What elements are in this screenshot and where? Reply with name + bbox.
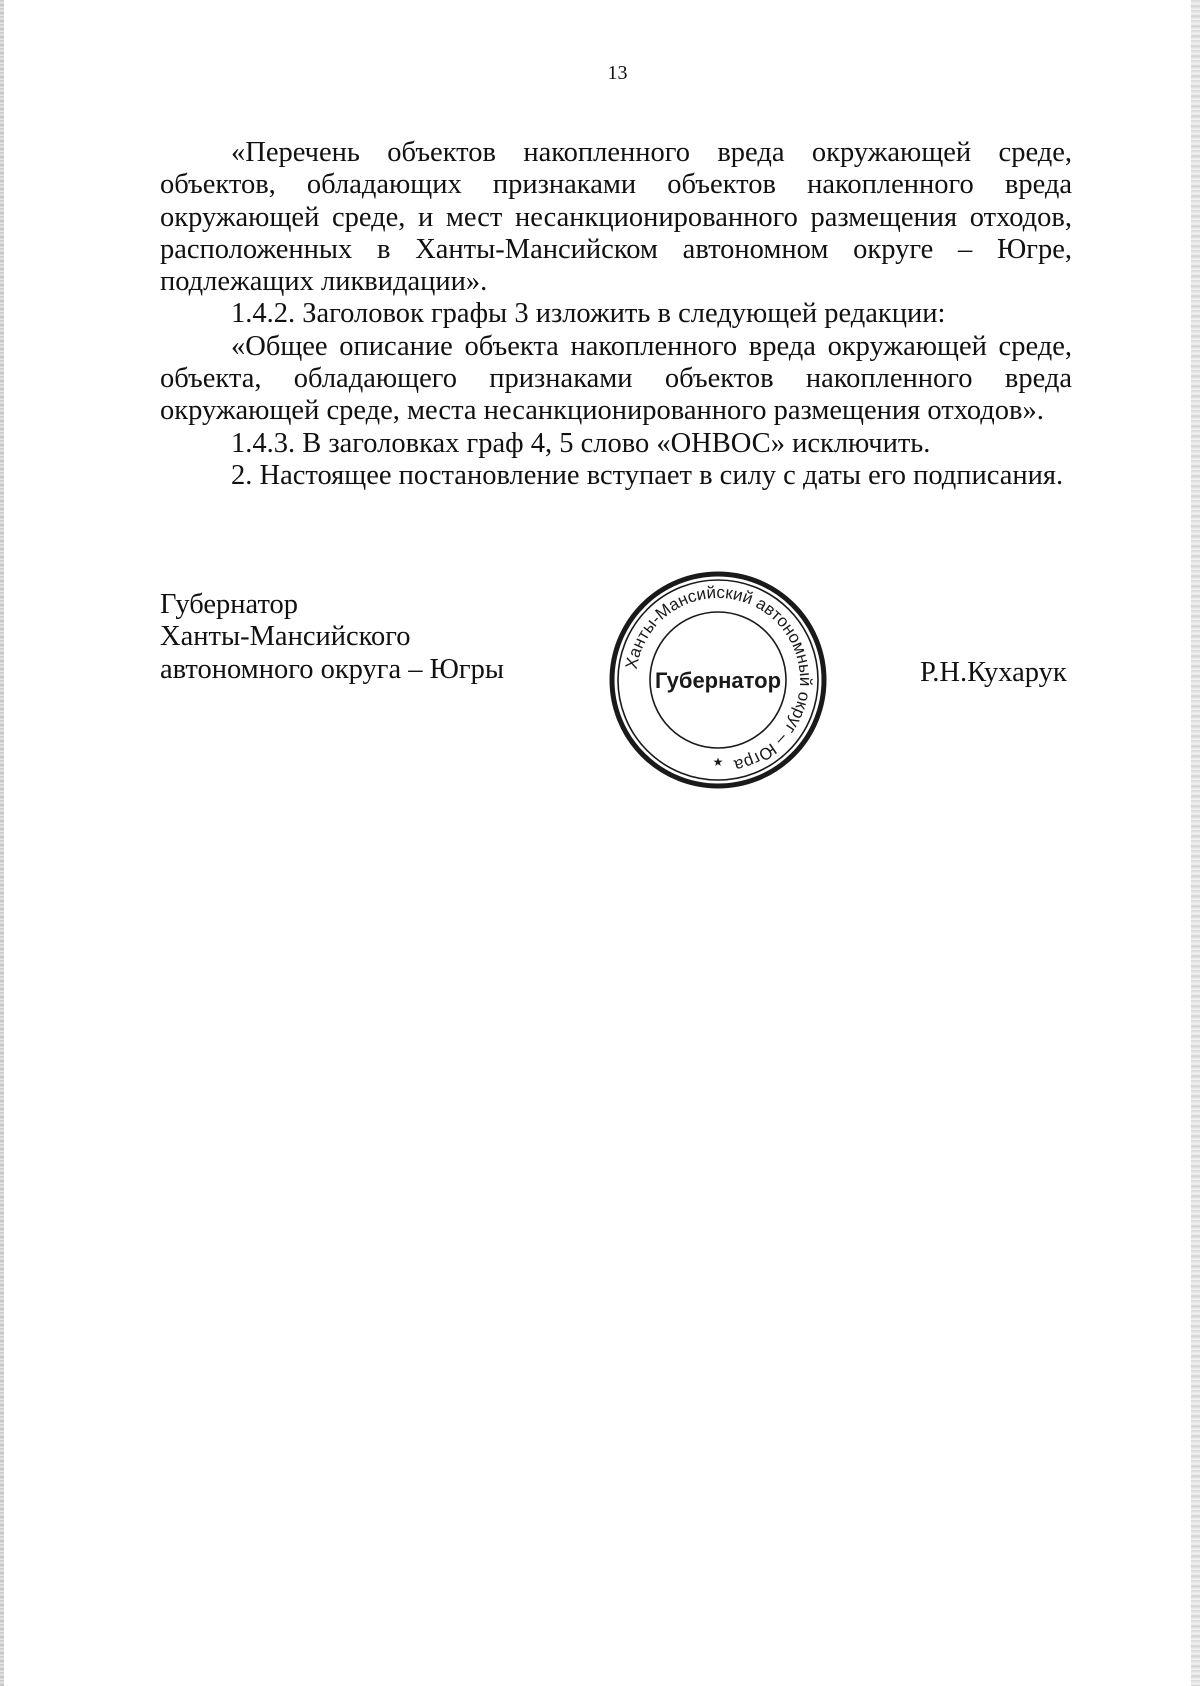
paragraph-1-4-3: 1.4.3. В заголовках граф 4, 5 слово «ОНВОС» исключить. xyxy=(231,427,931,459)
seal-star-icon: ★ xyxy=(712,755,724,769)
paragraph-list-title: «Перечень объектов накопленного вреда окружающей среде, объектов, обладающих признаками объектов накопленного вреда окружающей среде, и мест несанкционированного размещения отходов, расположенных в Ханты-Мансийском автономном округе – Югре, подлежащих ликвидации». xyxy=(160,137,1072,298)
paragraph-1-4-2: 1.4.2. Заголовок графы 3 изложить в следующей редакции: xyxy=(231,298,946,330)
paragraph-column-3-title: «Общее описание объекта накопленного вреда окружающей среде, объекта, обладающего признаками объектов накопленного вреда окружающей среде, места несанкционированного размещения отходов». xyxy=(160,330,1072,427)
paragraph-2-effective-date: 2. Настоящее постановление вступает в силу с даты его подписания. xyxy=(231,459,1064,491)
scan-edge-right xyxy=(1191,0,1200,1686)
signatory-name: Р.Н.Кухарук xyxy=(920,657,1067,688)
page-number: 13 xyxy=(607,62,628,84)
position-line-2: Ханты-Мансийского xyxy=(160,621,411,653)
seal-center-text: Губернатор xyxy=(654,668,782,693)
position-line-3: автономного округа – Югры xyxy=(160,653,505,685)
official-seal xyxy=(608,570,828,790)
document-body xyxy=(160,137,1072,492)
signatory-position xyxy=(160,589,504,686)
scan-edge-left xyxy=(0,0,4,1686)
position-line-1: Губернатор xyxy=(160,589,299,620)
seal-ring-text: Ханты-Мансийский автономный округ – Югра xyxy=(621,582,816,776)
